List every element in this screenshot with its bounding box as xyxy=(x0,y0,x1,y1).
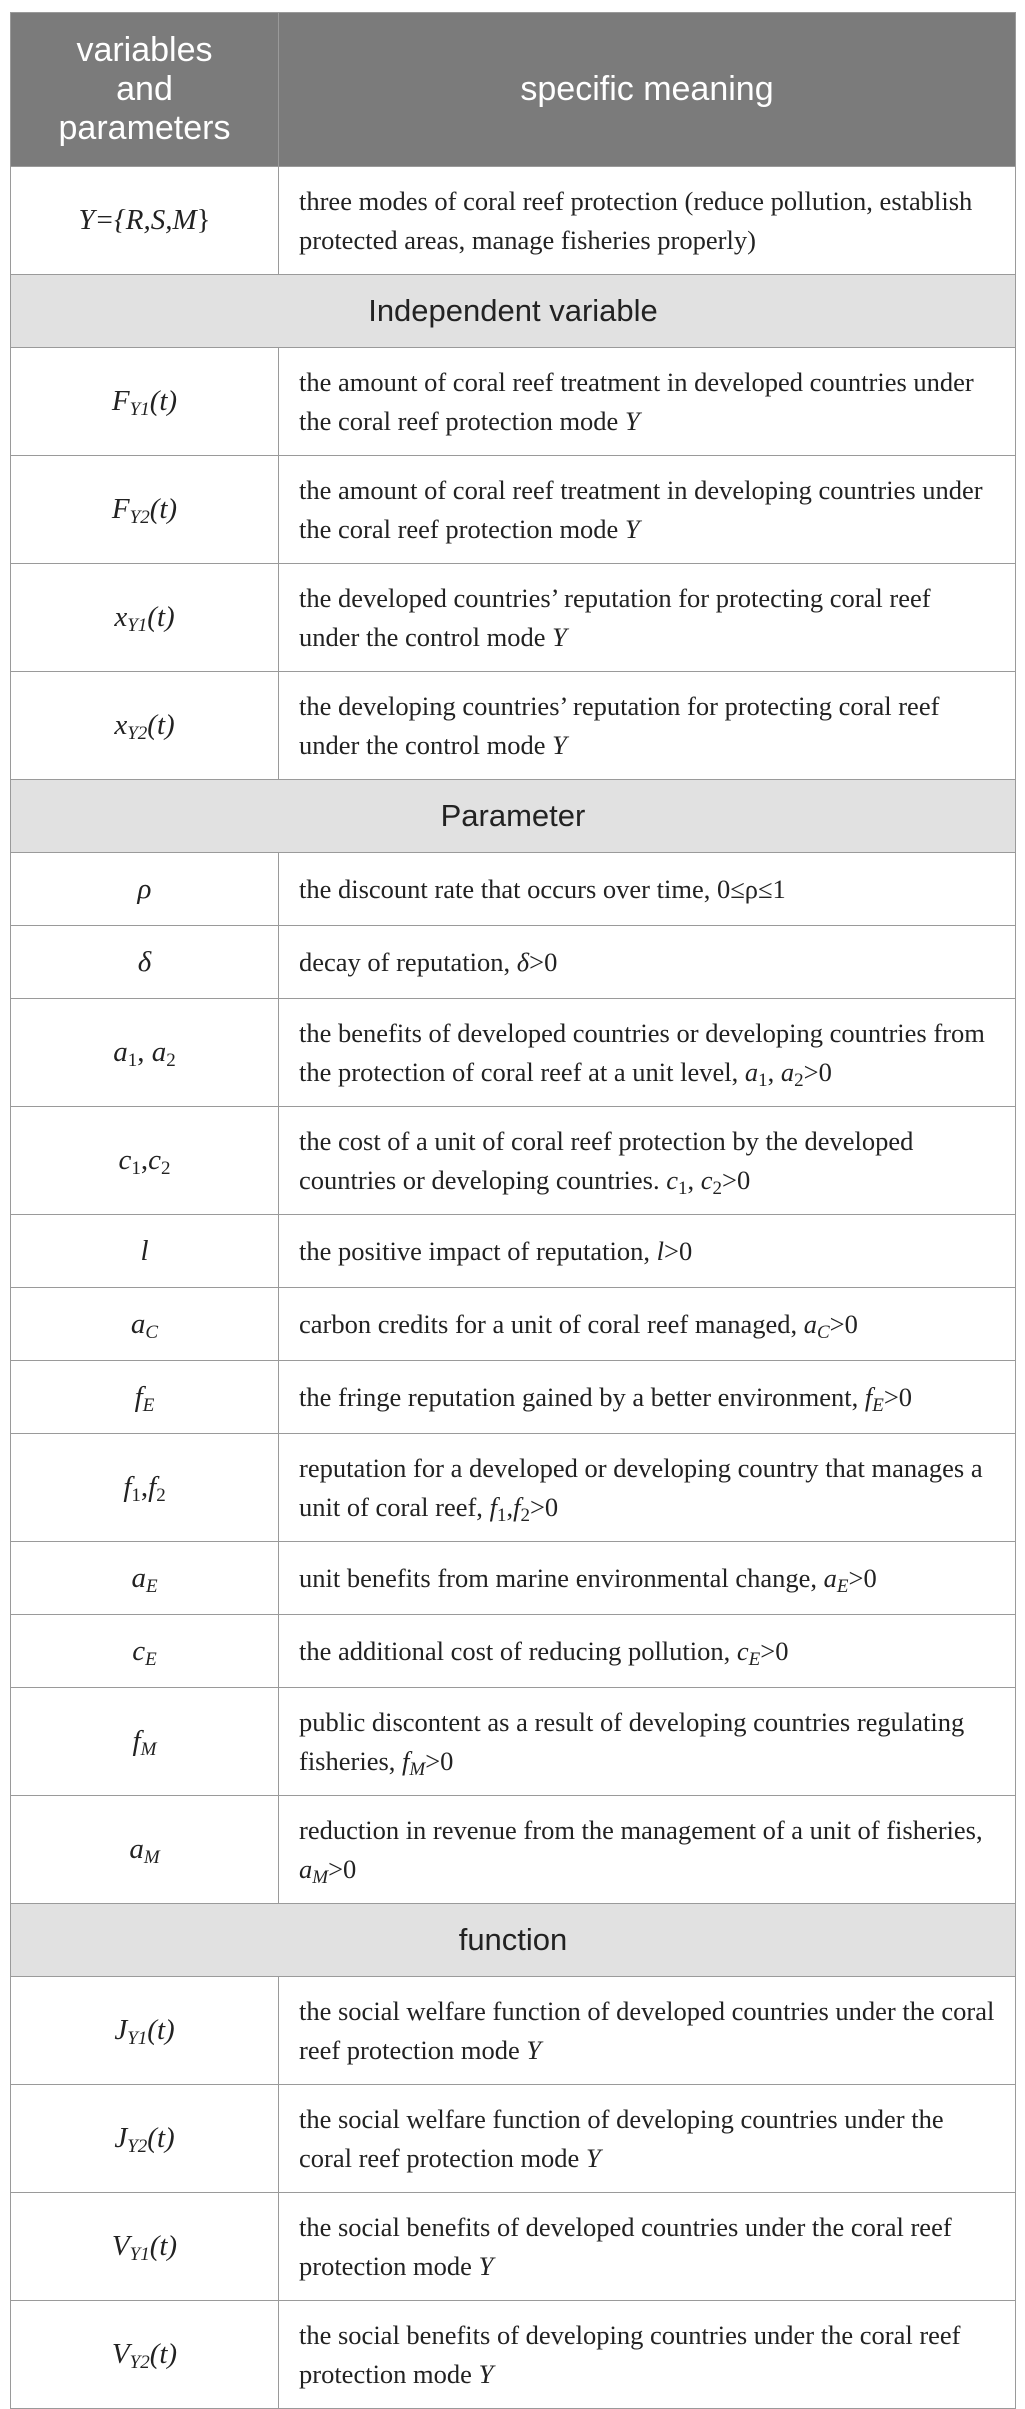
symbol-cell: $c_1,c_2$ xyxy=(11,1107,279,1215)
table-row xyxy=(11,853,1016,926)
symbol-cell: $x_{Y1}(t)$ xyxy=(11,564,279,672)
description-cell: the positive impact of reputation, l>0 xyxy=(279,1215,1016,1288)
symbol-cell: $J_{Y2}(t)$ xyxy=(11,2085,279,2193)
description-cell: reduction in revenue from the management of a unit of fisheries, $a_M>0$ xyxy=(279,1796,1016,1904)
description-cell: carbon credits for a unit of coral reef managed, $a_C>0$ xyxy=(279,1288,1016,1361)
table-row xyxy=(11,1288,1016,1361)
description-cell: unit benefits from marine environmental change, $a_E>0$ xyxy=(279,1542,1016,1615)
header-line: parameters xyxy=(58,109,231,147)
symbol-cell: $f_1,f_2$ xyxy=(11,1434,279,1542)
header-variables-parameters xyxy=(11,13,279,167)
description-cell: the amount of coral reef treatment in developed countries under the coral reef protection mode Y xyxy=(279,348,1016,456)
header-line: variables xyxy=(76,31,213,69)
table-row xyxy=(11,1796,1016,1904)
table-row xyxy=(11,1107,1016,1215)
table-row xyxy=(11,2085,1016,2193)
symbol-cell: $F_{Y2}(t)$ xyxy=(11,456,279,564)
symbol-cell: l xyxy=(11,1215,279,1288)
symbol-cell: ρ xyxy=(11,853,279,926)
symbol-cell: $a_M$ xyxy=(11,1796,279,1904)
parameter-table xyxy=(10,12,1016,2409)
symbol-cell: $V_{Y2}(t)$ xyxy=(11,2301,279,2409)
header-specific-meaning: specific meaning xyxy=(279,13,1016,167)
symbol-cell: $x_{Y2}(t)$ xyxy=(11,672,279,780)
header-line: and xyxy=(116,70,173,108)
table-row xyxy=(11,1434,1016,1542)
description-cell: the fringe reputation gained by a better environment, $f_E>0$ xyxy=(279,1361,1016,1434)
table-row xyxy=(11,2193,1016,2301)
symbol-cell: $a_C$ xyxy=(11,1288,279,1361)
description-cell: reputation for a developed or developing country that manages a unit of coral reef, $f_1,f_2>0$ xyxy=(279,1434,1016,1542)
table-row xyxy=(11,1542,1016,1615)
section-row xyxy=(11,780,1016,853)
table-row xyxy=(11,456,1016,564)
section-title-parameter: Parameter xyxy=(11,780,1016,853)
description-cell: decay of reputation, δ>0 xyxy=(279,926,1016,999)
table-row xyxy=(11,2301,1016,2409)
symbol-cell: δ xyxy=(11,926,279,999)
description-cell: three modes of coral reef protection (reduce pollution, establish protected areas, manage fisheries properly) xyxy=(279,167,1016,275)
table-row xyxy=(11,167,1016,275)
symbol-cell: $a_E$ xyxy=(11,1542,279,1615)
description-cell: the social benefits of developed countries under the coral reef protection mode Y xyxy=(279,2193,1016,2301)
description-cell: the social benefits of developing countries under the coral reef protection mode Y xyxy=(279,2301,1016,2409)
symbol-cell: $V_{Y1}(t)$ xyxy=(11,2193,279,2301)
description-cell: the discount rate that occurs over time, 0≤ρ≤1 xyxy=(279,853,1016,926)
table-row xyxy=(11,1361,1016,1434)
description-cell: the developed countries’ reputation for protecting coral reef under the control mode Y xyxy=(279,564,1016,672)
table-row xyxy=(11,1215,1016,1288)
description-cell: the additional cost of reducing pollution, $c_E>0$ xyxy=(279,1615,1016,1688)
section-title-independent: Independent variable xyxy=(11,275,1016,348)
description-cell: the amount of coral reef treatment in developing countries under the coral reef protection mode Y xyxy=(279,456,1016,564)
symbol-cell: $F_{Y1}(t)$ xyxy=(11,348,279,456)
symbol-cell: $f_E$ xyxy=(11,1361,279,1434)
description-cell: the cost of a unit of coral reef protection by the developed countries or developing countries. $c_1$, $c_2>0$ xyxy=(279,1107,1016,1215)
section-title-function: function xyxy=(11,1904,1016,1977)
table-row xyxy=(11,348,1016,456)
table-row xyxy=(11,926,1016,999)
section-row xyxy=(11,275,1016,348)
symbol-cell: $J_{Y1}(t)$ xyxy=(11,1977,279,2085)
symbol-cell: Y={R,S,M} xyxy=(11,167,279,275)
description-cell: the developing countries’ reputation for protecting coral reef under the control mode Y xyxy=(279,672,1016,780)
section-row xyxy=(11,1904,1016,1977)
table-row xyxy=(11,1615,1016,1688)
table-row xyxy=(11,672,1016,780)
description-cell: the social welfare function of developed countries under the coral reef protection mode Y xyxy=(279,1977,1016,2085)
description-cell: public discontent as a result of developing countries regulating fisheries, $f_M>0$ xyxy=(279,1688,1016,1796)
table-row xyxy=(11,564,1016,672)
header-row xyxy=(11,13,1016,167)
table-row xyxy=(11,1688,1016,1796)
table-row xyxy=(11,999,1016,1107)
symbol-cell: $a_1$, $a_2$ xyxy=(11,999,279,1107)
symbol-cell: $f_M$ xyxy=(11,1688,279,1796)
description-cell: the benefits of developed countries or developing countries from the protection of coral reef at a unit level, $a_1$, $a_2>0$ xyxy=(279,999,1016,1107)
description-cell: the social welfare function of developing countries under the coral reef protection mode Y xyxy=(279,2085,1016,2193)
symbol-cell: $c_E$ xyxy=(11,1615,279,1688)
table-row xyxy=(11,1977,1016,2085)
